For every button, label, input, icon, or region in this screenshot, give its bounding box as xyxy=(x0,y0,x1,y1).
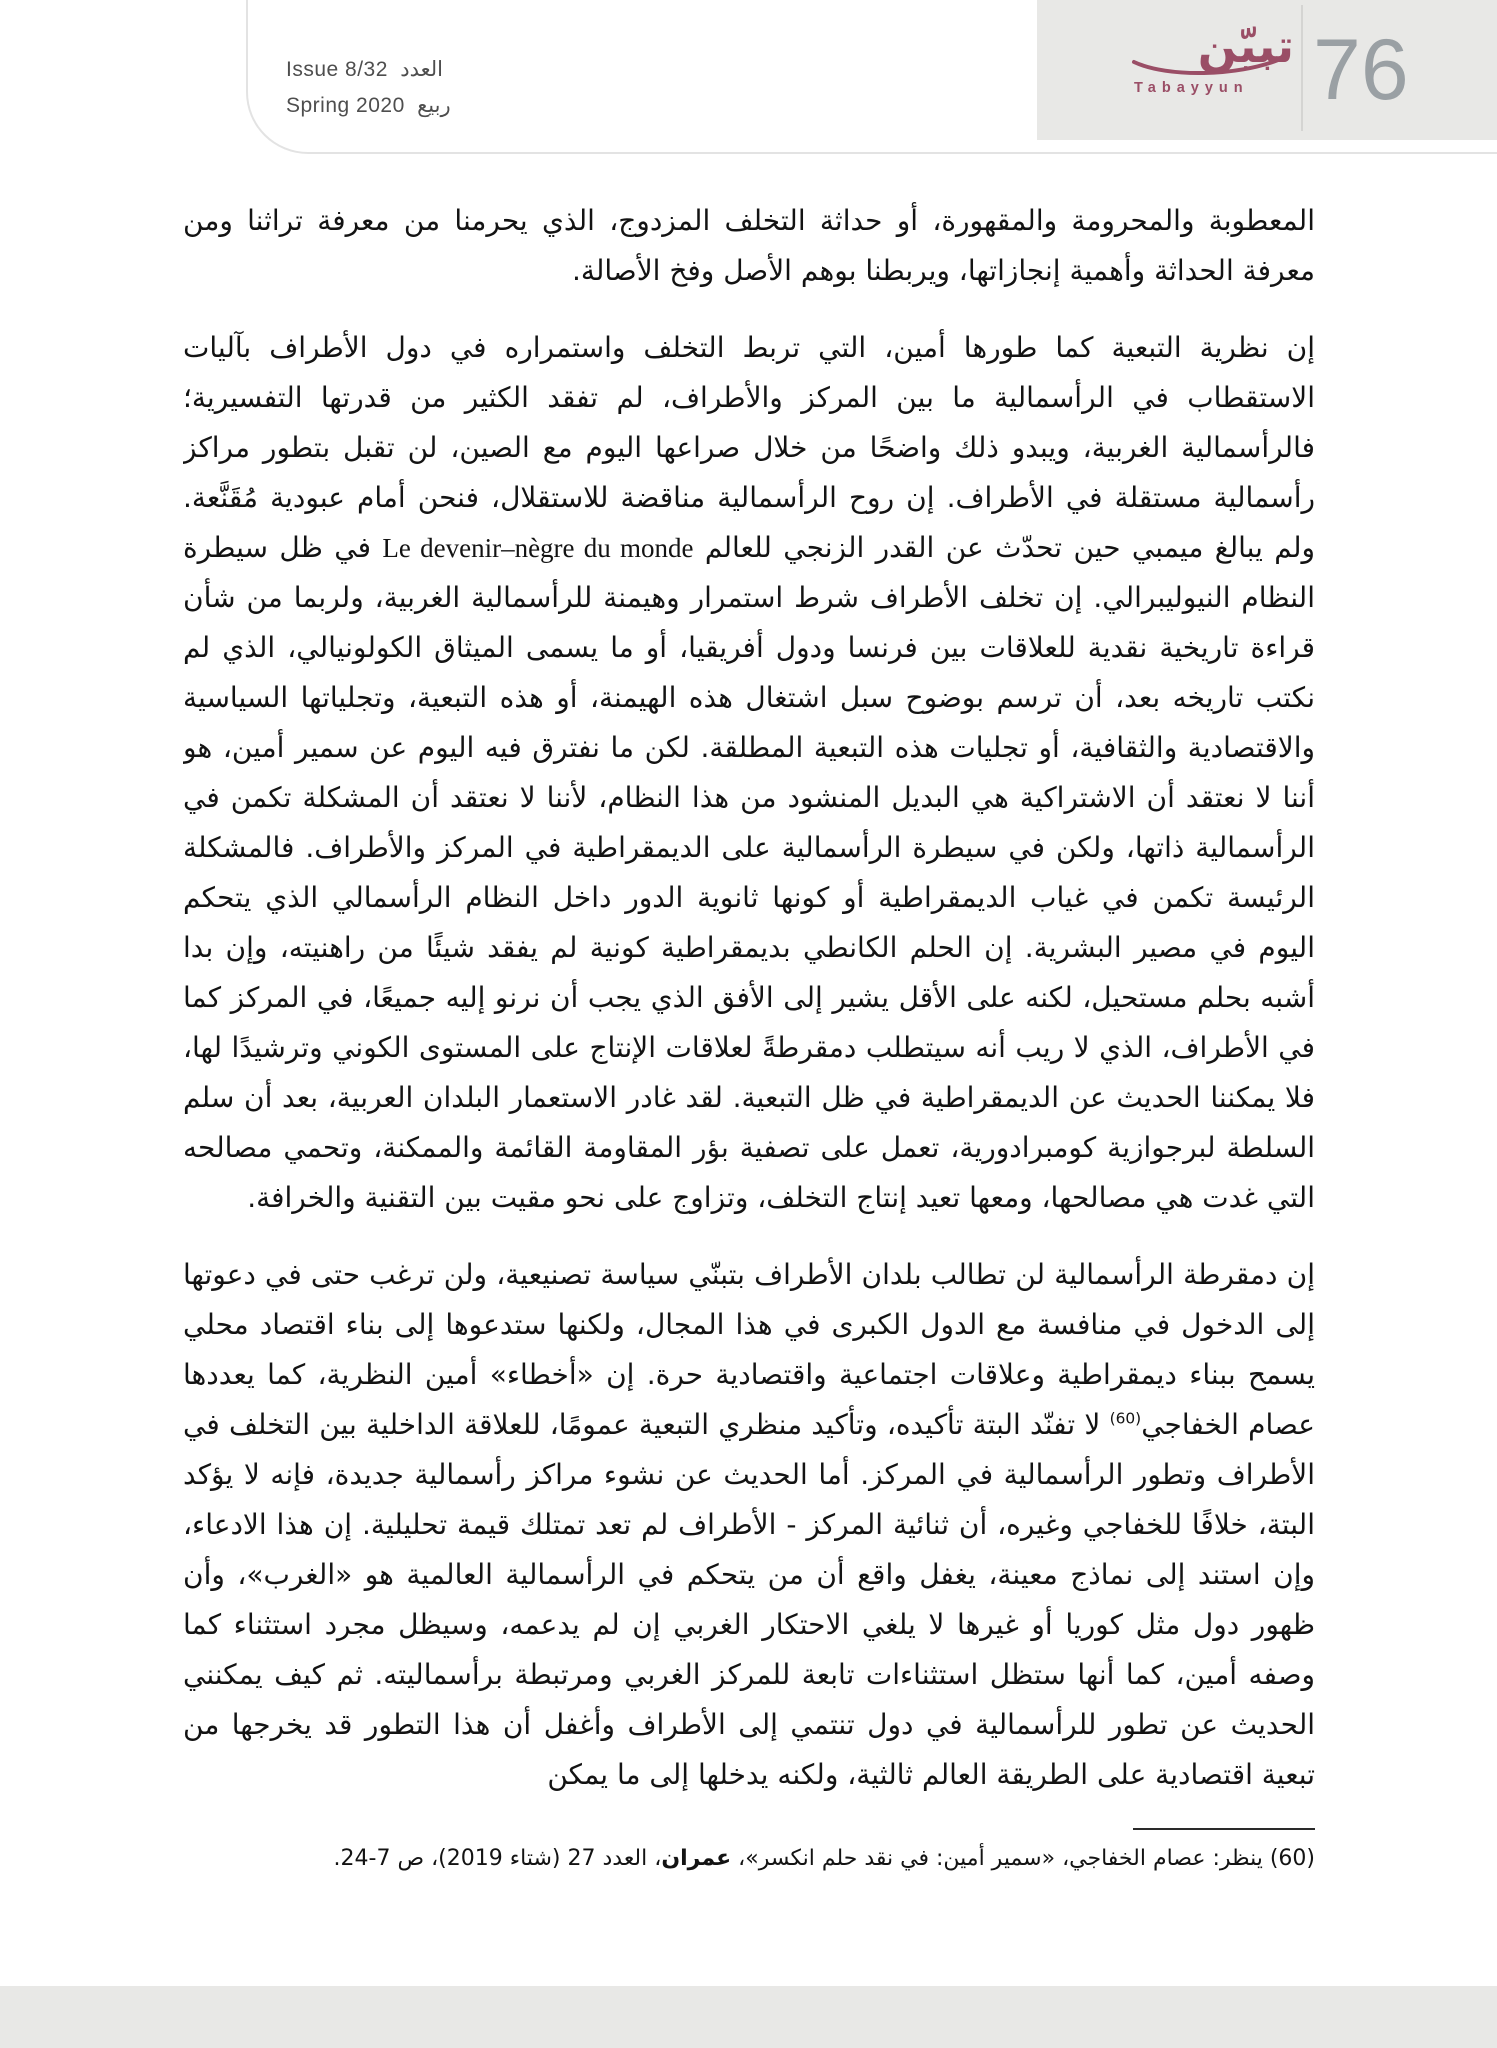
text-segment-sup: (60) xyxy=(1109,1409,1142,1428)
body-paragraphs xyxy=(183,196,1315,1821)
footer-gray-band xyxy=(0,1986,1497,2048)
issue-info xyxy=(286,52,457,124)
header-divider-line xyxy=(1301,5,1303,131)
season-ar: ربيع xyxy=(417,94,451,117)
text-segment-ar: لا تفنّد البتة تأكيده، وتأكيد منظري التبعية عمومًا، للعلاقة الداخلية بين التخلف في الأطراف وتطور الرأسمالية في المركز. أما الحديث عن نشوء مراكز رأسمالية جديدة، فإنه لا يؤكد البتة، خلافًا للخفاجي وغيره، أن ثنائية المركز - الأطراف لم تعد تمتلك قيمة تحليلية. إن هذا الادعاء، وإن استند إلى نماذج معينة، يغفل واقع أن من يتحكم في الرأسمالية العالمية هو «الغرب»، وأن ظهور دول مثل كوريا أو غيرها لا يلغي الاحتكار الغربي إن لم يدعمه، وسيظل مجرد استثناء كما وصفه أمين، كما أنها ستظل استثناءات تابعة للمركز الغربي ومرتبطة برأسماليته. ثم كيف يمكنني الحديث عن تطور للرأسمالية في دول تنتمي إلى الأطراف وأغفل أن هذا التطور قد يخرجها من تبعية اقتصادية على الطريقة العالم ثالثية، ولكنه يدخلها إلى ما يمكن xyxy=(183,1408,1315,1791)
season-en: Spring 2020 xyxy=(286,94,405,117)
text-segment-latin: Le devenir–nègre du monde xyxy=(382,533,694,563)
paragraph xyxy=(183,196,1315,296)
tabayyun-logo xyxy=(1128,19,1304,126)
footnote-text xyxy=(183,1842,1315,1876)
text-segment-bold: عمران xyxy=(661,1846,732,1871)
text-segment-ar: إن دمقرطة الرأسمالية لن تطالب بلدان الأطراف بتبنّي سياسة تصنيعية، ولن ترغب حتى في دعوتها إلى الدخول في منافسة مع الدول الكبرى في هذا المجال، ولكنها ستدعوها إلى بناء اقتصاد محلي يسمح ببناء ديمقراطية وعلاقات اجتماعية واقتصادية حرة. إن «أخطاء» أمين النظرية، كما يعددها عصام الخفاجي xyxy=(183,1258,1315,1441)
text-segment-ar: في ظل سيطرة النظام النيوليبرالي. إن تخلف الأطراف شرط استمرار وهيمنة للرأسمالية الغربية، ولربما من شأن قراءة تاريخية نقدية للعلاقات بين فرنسا ودول أفريقيا، أو ما يسمى الميثاق الكولونيالي، الذي لم نكتب تاريخه بعد، أن ترسم بوضوح سبل اشتغال هذه الهيمنة، أو هذه التبعية، وتجلياتها السياسية والاقتصادية والثقافية، أو تجليات هذه التبعية المطلقة. لكن ما نفترق فيه اليوم عن سمير أمين، هو أننا لا نعتقد أن الاشتراكية هي البديل المنشود من هذا النظام، لأننا لا نعتقد أن المشكلة تكمن في الرأسمالية ذاتها، ولكن في سيطرة الرأسمالية على الديمقراطية في المركز والأطراف. فالمشكلة الرئيسة تكمن في غياب الديمقراطية أو كونها ثانوية الدور داخل النظام الرأسمالي الذي يتحكم اليوم في مصير البشرية. إن الحلم الكانطي بديمقراطية كونية لم يفقد شيئًا من راهنيته، وإن بدا أشبه بحلم مستحيل، لكنه على الأقل يشير إلى الأفق الذي يجب أن نرنو إليه جميعًا، في المركز كما في الأطراف، الذي لا ريب أنه سيتطلب دمقرطةً لعلاقات الإنتاج على المستوى الكوني وترشيدًا لها، فلا يمكننا الحديث عن الديمقراطية في ظل التبعية. لقد غادر الاستعمار البلدان العربية، بعد أن سلم السلطة لبرجوازية كومبرادورية، تعمل على تصفية بؤر المقاومة القائمة والممكنة، وتحمي مصالحه التي غدت هي مصالحها، ومعها تعيد إنتاج التخلف، وتزاوج على نحو مقيت بين التقنية والخرافة. xyxy=(183,531,1315,1214)
issue-number-en: Issue 8/32 xyxy=(286,58,388,81)
issue-number-ar: العدد xyxy=(400,58,443,81)
text-segment-ar: إن نظرية التبعية كما طورها أمين، التي تربط التخلف واستمراره في دول الأطراف بآليات الاستقطاب في الرأسمالية ما بين المركز والأطراف، لم تفقد الكثير من قدرتها التفسيرية؛ فالرأسمالية الغربية، ويبدو ذلك واضحًا من خلال صراعها اليوم مع الصين، لن تقبل بتطور مراكز رأسمالية مستقلة في الأطراف. إن روح الرأسمالية مناقضة للاستقلال، فنحن أمام عبودية مُقَنَّعة. ولم يبالغ ميمبي حين تحدّث عن القدر الزنجي للعالم xyxy=(183,331,1315,564)
text-segment-ar: ، العدد 27 (شتاء 2019)، ص 7-24. xyxy=(333,1846,662,1871)
paragraph xyxy=(183,323,1315,1223)
logo-arabic-calligraphy: تبيّن xyxy=(1197,19,1294,73)
issue-row xyxy=(286,52,457,88)
paragraph xyxy=(183,1250,1315,1800)
text-segment-ar: المعطوبة والمحرومة والمقهورة، أو حداثة التخلف المزدوج، الذي يحرمنا من معرفة تراثنا ومن معرفة الحداثة وأهمية إنجازاتها، ويربطنا بوهم الأصل وفخ الأصالة. xyxy=(183,204,1315,287)
season-row xyxy=(286,88,457,124)
footnote-separator-line xyxy=(1133,1828,1315,1830)
logo-latin-text: Tabayyun xyxy=(1134,80,1249,96)
text-segment-ar: (60) ينظر: عصام الخفاجي، «سمير أمين: في نقد حلم انكسر»، xyxy=(731,1846,1315,1871)
page-number: 76 xyxy=(1313,22,1409,118)
